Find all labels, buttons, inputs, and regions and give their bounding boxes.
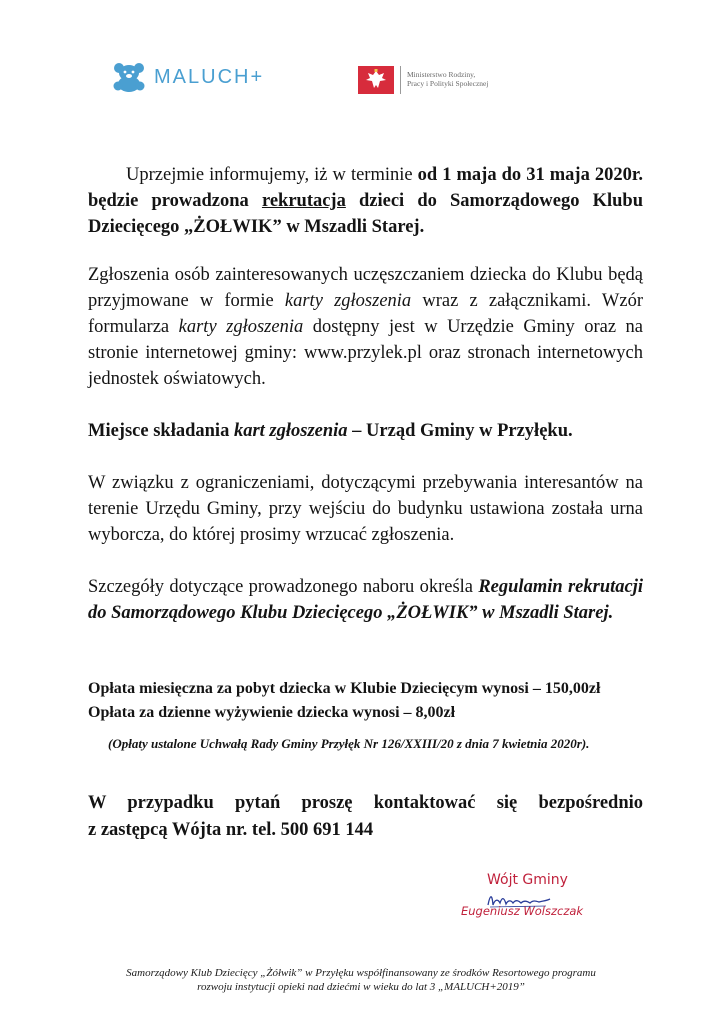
p1-recruitment: rekrutacja	[261, 191, 346, 211]
note-text: Opłaty ustalone Uchwałą Rady Gminy Przyłęk Nr 126/XXIII/20 z dnia 7 kwietnia 2020r).	[112, 736, 590, 751]
maluch-logo	[112, 62, 264, 92]
p2-form-1: karty zgłoszenia	[284, 291, 412, 311]
p2-text-1: Zgłoszenia osób zainteresowanych uczęszczaniem dziecka do Klubu będą przyjmowane w formie	[88, 265, 643, 311]
p3-forms: kart zgłoszenia	[233, 421, 348, 441]
submission-place	[88, 418, 643, 444]
contact-line-2: z zastępcą Wójta nr. tel. 500 691 144	[88, 820, 374, 840]
p5-regulations: Regulamin rekrutacji do Samorządowego Klubu Dziecięcego „ŻOŁWIK” w Mszadli Starej.	[88, 577, 644, 623]
daily-fee: Opłata za dzienne wyżywienie dziecka wynosi – 8,00zł	[88, 704, 456, 721]
p3-text-1: Miejsce składania	[88, 421, 234, 441]
p1-text-2: dzieci do Samorządowego Klubu Dziecięcego „ŻOŁWIK” w Mszadli Starej.	[88, 191, 643, 237]
regulations-info	[88, 574, 643, 626]
p2-form-2: karty zgłoszenia	[178, 317, 304, 337]
signature-name: Eugeniusz Wolszczak	[461, 904, 584, 918]
footer-cofinancing-note	[0, 966, 722, 994]
p5-text-1: Szczegóły dotyczące prowadzonego naboru określa	[88, 577, 479, 597]
p1-dates: od 1 maja do 31 maja 2020r. będzie prowadzona	[88, 165, 644, 211]
maluch-logo-text: MALUCH+	[154, 65, 265, 88]
application-info	[88, 262, 643, 392]
note-open-paren: (	[108, 736, 113, 751]
p2-text-3: dostępny jest w Urzędzie Gminy oraz na stronie internetowej gminy: www.przylek.pl oraz stronach internetowych jednostek oświatowych.	[88, 317, 643, 389]
polish-eagle-emblem-icon	[358, 66, 394, 94]
footer-line-1: Samorządowy Klub Dziecięcy „Żółwik” w Przyłęku współfinansowany ze środków Resortowego programu	[126, 967, 596, 979]
footer-line-2: rozwoju instytucji opieki nad dziećmi w wieku do lat 3 „MALUCH+2019”	[197, 981, 525, 993]
ministry-name-line1: Ministerstwo Rodziny,	[407, 70, 476, 79]
logo-divider	[400, 66, 401, 94]
monthly-fee: Opłata miesięczna za pobyt dziecka w Klubie Dziecięcym wynosi – 150,00zł	[88, 680, 601, 697]
teddy-bear-icon	[112, 62, 146, 92]
contact-line-1: W przypadku pytań proszę kontaktować się bezpośrednio	[88, 793, 643, 813]
p2-text-2: wraz z załącznikami. Wzór formularza	[88, 291, 643, 337]
ballot-box-info: W związku z ograniczeniami, dotyczącymi przebywania interesantów na terenie Urzędu Gminy, przy wejściu do budynku ustawiona została urna wyborcza, do której prosimy wrzucać zgłoszenia.	[88, 473, 643, 545]
fees-resolution-note	[108, 736, 589, 752]
contact-info	[88, 790, 643, 844]
p1-text-1: Uprzejmie informujemy, iż w terminie	[126, 165, 418, 185]
recruitment-announcement	[88, 162, 643, 240]
ministry-name	[407, 70, 488, 88]
fees-section	[88, 677, 648, 725]
p3-text-2: – Urząd Gminy w Przyłęku.	[347, 421, 573, 441]
signature-title: Wójt Gminy	[487, 872, 568, 888]
ministry-name-line2: Pracy i Polityki Społecznej	[407, 79, 489, 88]
ministry-logo	[358, 66, 488, 94]
